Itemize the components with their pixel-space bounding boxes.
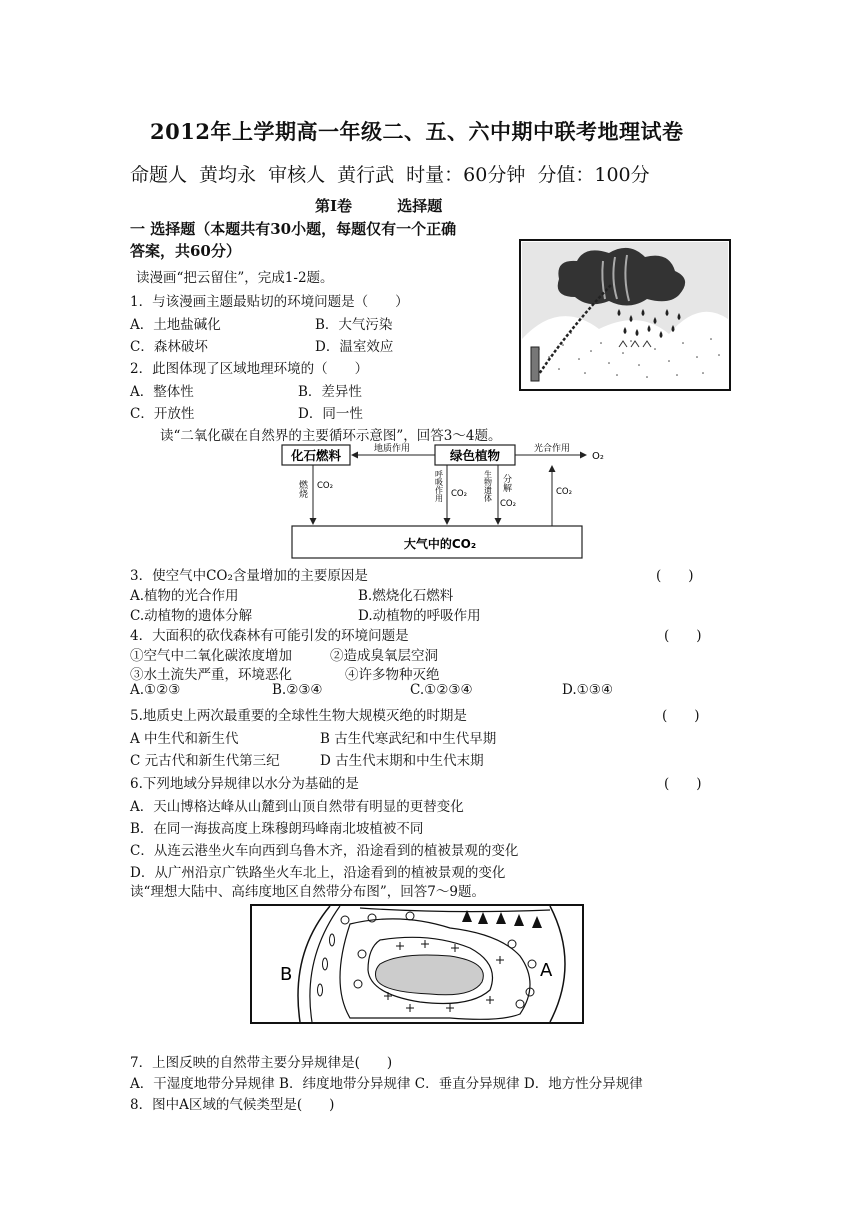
q1-stem: 1．与该漫画主题最贴切的环境问题是（ ） — [130, 294, 409, 310]
natural-zone-map — [250, 904, 584, 1024]
q2-option-b: B．差异性 — [298, 384, 362, 400]
q5-option-d: D 古生代末期和中生代末期 — [320, 753, 484, 769]
q2-stem: 2．此图体现了区域地理环境的（ ） — [130, 361, 369, 377]
exam-title: 2012年上学期高一年级二、五、六中期中联考地理试卷 — [150, 119, 684, 144]
fossil-fuel-label: 化石燃料 — [290, 448, 342, 463]
atmosphere-label: 大气中的CO₂ — [403, 537, 477, 551]
q4-option-d: D.①③④ — [562, 682, 613, 698]
q4-item-3: ③水土流失严重，环境恶化 — [130, 667, 292, 683]
q4-item-1: ①空气中二氧化碳浓度增加 — [130, 648, 292, 664]
q6-answer-paren: ( ) — [664, 776, 702, 792]
q4-stem: 4．大面积的砍伐森林有可能引发的环境问题是 — [130, 628, 409, 644]
exam-meta: 命题人 黄均永 审核人 黄行武 时量：60分钟 分值：100分 — [130, 164, 650, 186]
section-heading-cont: 答案，共60分） — [130, 242, 241, 260]
geologic-label: 地质作用 — [373, 444, 411, 454]
cartoon-keep-clouds — [519, 239, 731, 391]
map-label-b: B — [280, 964, 293, 985]
decomposition-label: 分解 — [501, 474, 511, 492]
carbon-cycle-diagram — [280, 440, 620, 562]
burn-co2-label: CO₂ — [317, 481, 334, 491]
q6-stem: 6.下列地域分异规律以水分为基础的是 — [130, 776, 359, 792]
q5-answer-paren: ( ) — [662, 708, 700, 724]
remains-label: 生物遗体 — [483, 470, 493, 502]
q4-item-4: ④许多物种灭绝 — [345, 667, 440, 683]
part-heading: 第Ⅰ卷 选择题 — [315, 197, 443, 215]
respiration-label: 呼吸作用 — [434, 470, 444, 502]
photosynthesis-co2-label: CO₂ — [556, 487, 573, 497]
q2-option-a: A．整体性 — [130, 384, 194, 400]
q1-option-d: D．温室效应 — [315, 339, 394, 355]
intro-natural-zones: 读“理想大陆中、高纬度地区自然带分布图”，回答7～9题。 — [130, 884, 485, 900]
section-heading: 一 选择题（本题共有30小题，每题仅有一个正确 — [130, 220, 457, 238]
respiration-co2-label: CO₂ — [451, 489, 468, 499]
photosynthesis-label-top: 光合作用 — [533, 444, 571, 454]
q4-option-a: A.①②③ — [130, 682, 181, 698]
q5-option-a: A 中生代和新生代 — [130, 731, 239, 747]
q4-option-b: B.②③④ — [272, 682, 323, 698]
q3-option-b: B.燃烧化石燃料 — [358, 588, 454, 604]
q4-option-c: C.①②③④ — [410, 682, 473, 698]
q2-option-d: D．同一性 — [298, 406, 363, 422]
q3-stem: 3．使空气中CO₂含量增加的主要原因是 — [130, 568, 368, 584]
q1-option-b: B．大气污染 — [315, 317, 393, 333]
q1-option-c: C．森林破坏 — [130, 339, 208, 355]
q5-option-b: B 古生代寒武纪和中生代早期 — [320, 731, 497, 747]
q4-item-2: ②造成臭氧层空洞 — [330, 648, 438, 664]
q5-option-c: C 元古代和新生代第三纪 — [130, 753, 280, 769]
q6-option-b: B．在同一海拔高度上珠穆朗玛峰南北坡植被不同 — [130, 821, 424, 837]
q6-option-c: C．从连云港坐火车向西到乌鲁木齐，沿途看到的植被景观的变化 — [130, 843, 519, 859]
q4-answer-paren: ( ) — [664, 628, 702, 644]
q6-option-d: D．从广州沿京广铁路坐火车北上，沿途看到的植被景观的变化 — [130, 865, 506, 881]
q2-option-c: C．开放性 — [130, 406, 195, 422]
decomposition-co2-label: CO₂ — [500, 499, 517, 509]
q3-option-a: A.植物的光合作用 — [130, 588, 239, 604]
q1-option-a: A．土地盐碱化 — [130, 317, 221, 333]
q7-options: A．干湿度地带分异规律 B．纬度地带分异规律 C．垂直分异规律 D．地方性分异规律 — [130, 1076, 643, 1092]
q5-stem: 5.地质史上两次最重要的全球性生物大规模灭绝的时期是 — [130, 708, 467, 724]
intro-cartoon: 读漫画“把云留住”，完成1-2题。 — [136, 270, 334, 286]
map-label-a: A — [540, 960, 553, 981]
q3-option-d: D.动植物的呼吸作用 — [358, 608, 481, 624]
q6-option-a: A．天山博格达峰从山麓到山顶自然带有明显的更替变化 — [130, 799, 464, 815]
q7-stem: 7．上图反映的自然带主要分异规律是( ) — [130, 1055, 393, 1071]
q8-stem: 8．图中A区域的气候类型是( ) — [130, 1097, 335, 1113]
q3-option-c: C.动植物的遗体分解 — [130, 608, 253, 624]
burn-label: 燃烧 — [297, 480, 307, 498]
o2-label: O₂ — [592, 451, 604, 462]
q3-answer-paren: ( ) — [656, 568, 694, 584]
intro-carbon-cycle: 读“二氧化碳在自然界的主要循环示意图”，回答3～4题。 — [160, 428, 502, 444]
green-plant-label: 绿色植物 — [449, 448, 501, 463]
